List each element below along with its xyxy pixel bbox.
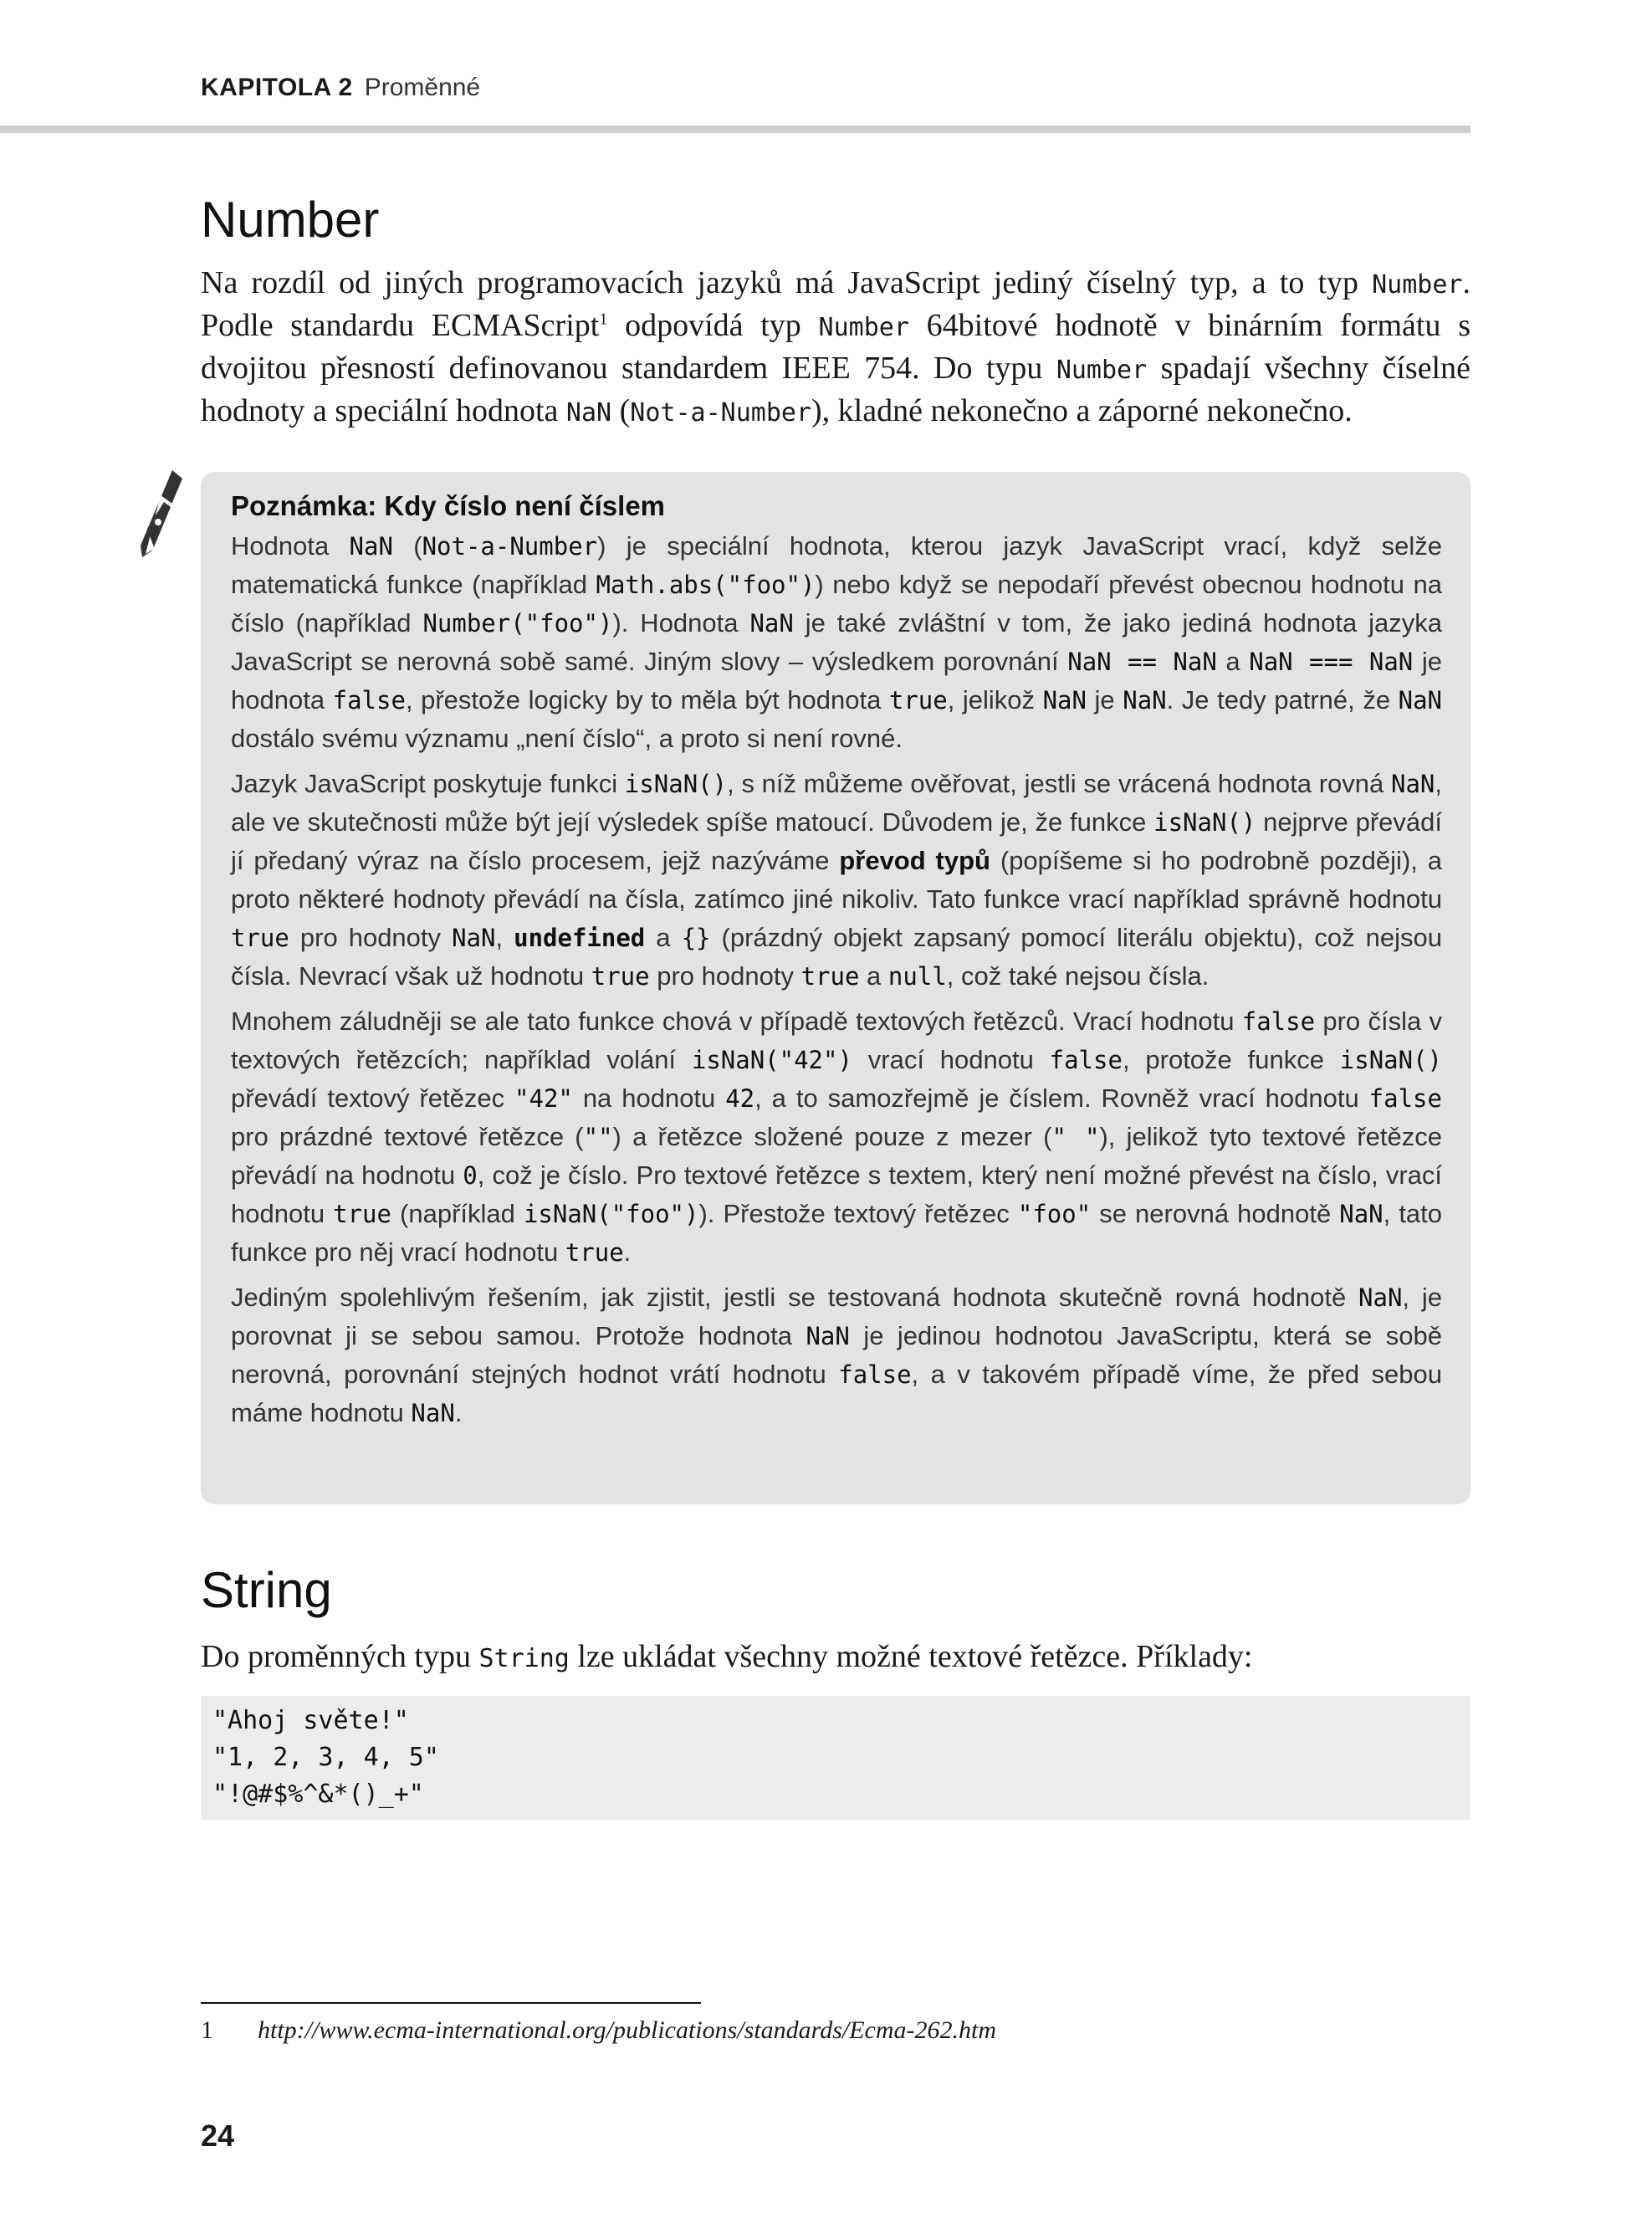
text-run: Mnohem záludněji se ale tato funkce chová v případě textových řetězců. Vrací hodnotu — [231, 1006, 1242, 1036]
text-run: ( — [611, 393, 631, 428]
text-run: , jelikož — [947, 685, 1043, 715]
code-term: NaN — [1042, 686, 1087, 715]
code-term: Math.abs("foo") — [596, 571, 816, 599]
code-term: NaN === NaN — [1249, 648, 1414, 676]
text-run: ), jelikož tyto textové řetězce převádí na hodnotu — [231, 1122, 1442, 1190]
footnote-url[interactable]: http://www.ecma-international.org/publications/standards/Ecma-262.htm — [258, 2016, 997, 2044]
text-run: převádí textový řetězec — [231, 1083, 515, 1113]
text-run: Do proměnných typu — [201, 1639, 479, 1674]
text-run: dostálo svému významu „není číslo“, a proto si není rovné. — [231, 724, 903, 753]
code-term: true — [800, 962, 860, 991]
footnote-ref: 1 — [599, 310, 608, 329]
header-rule — [0, 125, 1470, 133]
code-term: true — [565, 1238, 624, 1267]
text-run: Hodnota — [231, 531, 350, 561]
chapter-label: KAPITOLA 2 — [201, 74, 353, 101]
text-run: 64bitové hodnotě v binárním formátu s dvojitou přesností definovanou standardem IEEE 754. Do typu — [201, 308, 1470, 386]
text-run: (popíšeme si ho podrobně později), a proto některé hodnoty převádí na čísla, zatímco jiné nikoliv. Tato funkce vrací například správně hodnotu — [231, 846, 1442, 914]
code-term: true — [888, 686, 948, 715]
page-number: 24 — [201, 2118, 235, 2153]
code-term: Number — [1372, 270, 1463, 300]
note-paragraph — [231, 1278, 1442, 1432]
text-run: se nerovná hodnotě — [1091, 1199, 1340, 1228]
text-run: . — [454, 1398, 463, 1427]
text-run: pro hodnoty — [289, 923, 453, 952]
text-run: je hodnota — [231, 647, 1442, 715]
text-run: , tato funkce pro něj vrací hodnotu — [231, 1199, 1443, 1267]
code-term: "42" — [514, 1084, 573, 1113]
code-term: String — [478, 1644, 570, 1673]
text-run: je jedinou hodnotou JavaScriptu, která se sobě nerovná, porovnání stejných hodnot vrátí hodnotu — [231, 1321, 1442, 1389]
note-paragraph — [231, 1002, 1442, 1272]
code-term: null — [887, 962, 947, 991]
text-run: , což také nejsou čísla. — [946, 961, 1210, 991]
text-run: nejprve převádí jí předaný výraz na číslo procesem, jejž nazýváme — [231, 807, 1442, 875]
text-run: , protože funkce — [1122, 1045, 1340, 1074]
text-run: pro hodnoty — [649, 961, 801, 991]
code-term: undefined — [514, 924, 646, 952]
text-run: pro čísla v textových řetězcích; například volání — [231, 1006, 1442, 1074]
code-term: NaN — [1358, 1283, 1403, 1312]
text-run: . Je tedy patrné, že — [1166, 685, 1399, 715]
text-run: ). Přestože textový řetězec — [698, 1199, 1018, 1228]
string-intro — [201, 1637, 1470, 1679]
code-term: isNaN("42") — [691, 1046, 852, 1074]
footnote-rule — [201, 2002, 701, 2004]
code-term: isNaN() — [624, 770, 728, 798]
text-run: , což je číslo. Pro textové řetězce s textem, který není možné převést na číslo, vrací hodnotu — [231, 1160, 1442, 1228]
text-run: spadají všechny číselné hodnoty a speciální hodnota — [201, 351, 1470, 428]
text-run: . — [623, 1237, 632, 1267]
code-term: NaN — [1398, 686, 1443, 715]
pen-nib-icon — [136, 470, 182, 557]
note-paragraph — [231, 527, 1442, 758]
text-run: ). Hodnota — [612, 608, 750, 638]
code-term: NaN — [749, 609, 794, 638]
code-term: false — [1049, 1046, 1123, 1074]
code-term: NaN — [1123, 686, 1167, 715]
text-run: Jazyk JavaScript poskytuje funkci — [231, 769, 625, 798]
text-run: a — [859, 961, 888, 991]
text-run: odpovídá typ — [607, 308, 819, 343]
text-run: a — [1216, 647, 1250, 676]
code-term: 42 — [725, 1084, 755, 1113]
text-run: , a v takovém případě víme, že před sebou máme hodnotu — [231, 1360, 1442, 1427]
text-run: ) je speciální hodnota, kterou jazyk JavaScript vrací, když selže matematická funkce (například — [231, 531, 1442, 599]
text-run: ) nebo když se nepodaří převést obecnou hodnotu na číslo (například — [231, 570, 1442, 638]
text-run: , s níž můžeme ověřovat, jestli se vrácená hodnota rovná — [727, 769, 1391, 798]
string-heading: String — [201, 1562, 332, 1618]
code-term: false — [838, 1360, 912, 1389]
code-term: isNaN() — [1153, 808, 1256, 837]
text-run: je — [1086, 685, 1123, 715]
note-title: Poznámka: Kdy číslo není číslem — [231, 490, 666, 521]
text-run: vrací hodnotu — [852, 1045, 1050, 1074]
text-run: . Podle standardu ECMAScript — [201, 265, 1470, 343]
code-term: false — [1368, 1084, 1442, 1113]
text-run: a — [645, 923, 682, 952]
code-term: Number — [818, 313, 909, 342]
code-term: Not-a-Number — [422, 532, 598, 561]
code-example — [201, 1696, 1470, 1820]
code-term: NaN == NaN — [1067, 648, 1217, 676]
code-term: NaN — [1391, 770, 1435, 798]
number-heading: Number — [201, 192, 380, 248]
code-term: "" — [583, 1123, 613, 1151]
code-line: "1, 2, 3, 4, 5" — [212, 1743, 439, 1772]
text-run: , je porovnat ji se sebou samou. Protože hodnota — [231, 1283, 1442, 1350]
code-term: isNaN() — [1339, 1046, 1442, 1074]
code-term: Number — [1056, 356, 1148, 385]
text-run: , ale ve skutečnosti může být její výsledek spíše matoucí. Důvodem je, že funkce — [231, 769, 1443, 837]
chapter-title: Proměnné — [364, 74, 481, 101]
text-run: , a to samozřejmě je číslem. Rovněž vrací hodnotu — [754, 1083, 1369, 1113]
footnote-number: 1 — [201, 2016, 213, 2044]
code-term: NaN — [349, 532, 393, 561]
code-line: "!@#$%^&*()_+" — [212, 1780, 424, 1809]
text-run: na hodnotu — [572, 1083, 726, 1113]
text-run: Na rozdíl od jiných programovacích jazyků má JavaScript jediný číselný typ, a to typ — [201, 265, 1373, 300]
text-run: ), kladné nekonečno a záporné nekonečno. — [811, 393, 1353, 428]
code-term: false — [1241, 1007, 1316, 1036]
code-term: NaN — [565, 398, 612, 428]
text-run: (prázdný objekt zapsaný pomocí literálu objektu), což nejsou čísla. Nevrací však už hodnotu — [231, 923, 1442, 991]
text-run: , — [495, 923, 514, 952]
note-box — [201, 472, 1470, 1504]
footnote — [201, 2016, 996, 2045]
code-term: Number("foo") — [422, 609, 613, 638]
number-intro-text — [201, 263, 1470, 433]
note-body — [231, 527, 1442, 1432]
code-term: NaN — [1339, 1200, 1383, 1228]
code-term: NaN — [806, 1322, 850, 1350]
code-term: 0 — [463, 1161, 478, 1190]
note-paragraph — [231, 765, 1442, 996]
text-run: lze ukládat všechny možné textové řetězce. Příklady: — [569, 1639, 1253, 1674]
code-line: "Ahoj světe!" — [212, 1706, 409, 1735]
code-term: " " — [1051, 1123, 1100, 1151]
text-run: ( — [392, 531, 422, 561]
text-run: (například — [391, 1199, 524, 1228]
code-term: {} — [681, 924, 711, 952]
code-term: NaN — [452, 924, 496, 952]
text-run: je také zvláštní v tom, že jako jediná hodnota jazyka JavaScript se nerovná sobě samé. Jiným slovy – výsledkem porovnání — [231, 608, 1442, 676]
code-term: NaN — [411, 1399, 455, 1427]
bold-term: převod typů — [839, 846, 990, 875]
code-term: false — [332, 686, 406, 715]
string-intro-text — [201, 1637, 1470, 1679]
code-term: true — [333, 1200, 391, 1228]
text-run: , přestože logicky by to měla být hodnota — [405, 685, 889, 715]
code-term: "foo" — [1017, 1200, 1092, 1228]
text-run: pro prázdné textové řetězce ( — [231, 1122, 584, 1151]
text-run: ) a řetězce složené pouze z mezer ( — [612, 1122, 1052, 1151]
code-term: isNaN("foo") — [523, 1200, 699, 1228]
code-term: Not-a-Number — [630, 398, 812, 428]
code-term: true — [231, 924, 289, 952]
text-run: Jediným spolehlivým řešením, jak zjistit, jestli se testovaná hodnota skutečně rovná hodnotě — [231, 1283, 1359, 1312]
number-intro — [201, 263, 1470, 433]
code-term: true — [591, 962, 650, 991]
running-header — [201, 74, 480, 102]
